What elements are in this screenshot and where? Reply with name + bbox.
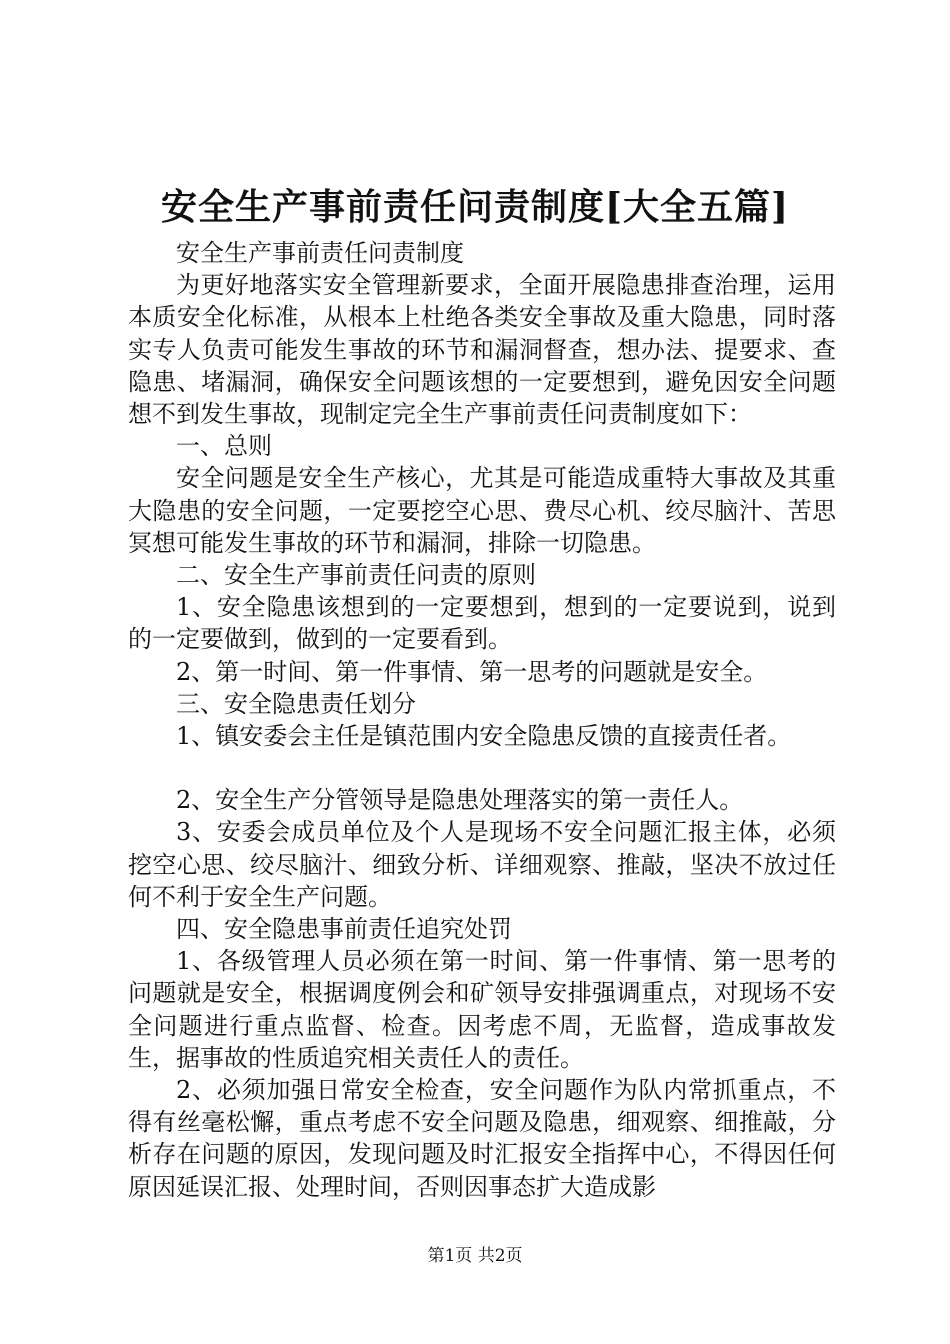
section-heading-responsibility: 三、安全隐患责任划分 [176, 689, 416, 718]
paragraph-general: 安全问题是安全生产核心，尤其是可能造成重特大事故及其重大隐患的安全问题，一定要挖空心思、费尽心机、绞尽脑汁、苦思冥想可能发生事故的环节和漏洞，排除一切隐患。 [128, 464, 836, 557]
document-title: 安全生产事前责任问责制度[大全五篇] [160, 186, 790, 228]
section-heading-principles: 二、安全生产事前责任问责的原则 [176, 561, 536, 590]
document-body [128, 237, 836, 1203]
paragraph-responsibility-2: 2、安全生产分管领导是隐患处理落实的第一责任人。 [176, 786, 744, 815]
paragraph-principle-1: 1、安全隐患该想到的一定要想到，想到的一定要说到，说到的一定要做到，做到的一定要看到。 [128, 593, 836, 654]
paragraph-intro: 为更好地落实安全管理新要求，全面开展隐患排查治理，运用本质安全化标准，从根本上杜绝各类安全事故及重大隐患，同时落实专人负责可能发生事故的环节和漏洞督查，想办法、提要求、查隐患、堵漏洞，确保安全问题该想的一定要想到，避免因安全问题想不到发生事故，现制定完全生产事前责任问责制度如下： [128, 271, 836, 429]
paragraph-responsibility-3: 3、安委会成员单位及个人是现场不安全问题汇报主体，必须挖空心思、绞尽脑汁、细致分析、详细观察、推敲，坚决不放过任何不利于安全生产问题。 [128, 818, 836, 911]
paragraph-principle-2: 2、第一时间、第一件事情、第一思考的问题就是安全。 [176, 657, 768, 686]
paragraph-accountability-2: 2、必须加强日常安全检查，安全问题作为队内常抓重点，不得有丝毫松懈，重点考虑不安全问题及隐患，细观察、细推敲，分析存在问题的原因，发现问题及时汇报安全指挥中心，不得因任何原因延误汇报、处理时间，否则因事态扩大造成影 [128, 1076, 836, 1201]
paragraph-subtitle: 安全生产事前责任问责制度 [176, 239, 464, 267]
paragraph-responsibility-1: 1、镇安委会主任是镇范围内安全隐患反馈的直接责任者。 [176, 722, 792, 751]
page-number-footer: 第1页 共2页 [427, 1246, 523, 1266]
paragraph-accountability-1: 1、各级管理人员必须在第一时间、第一件事情、第一思考的问题就是安全，根据调度例会和矿领导安排强调重点，对现场不安全问题进行重点监督、检查。因考虑不周，无监督，造成事故发生，据事故的性质追究相关责任人的责任。 [128, 947, 836, 1072]
section-heading-general: 一、总则 [176, 432, 272, 461]
section-heading-accountability: 四、安全隐患事前责任追究处罚 [176, 915, 512, 944]
